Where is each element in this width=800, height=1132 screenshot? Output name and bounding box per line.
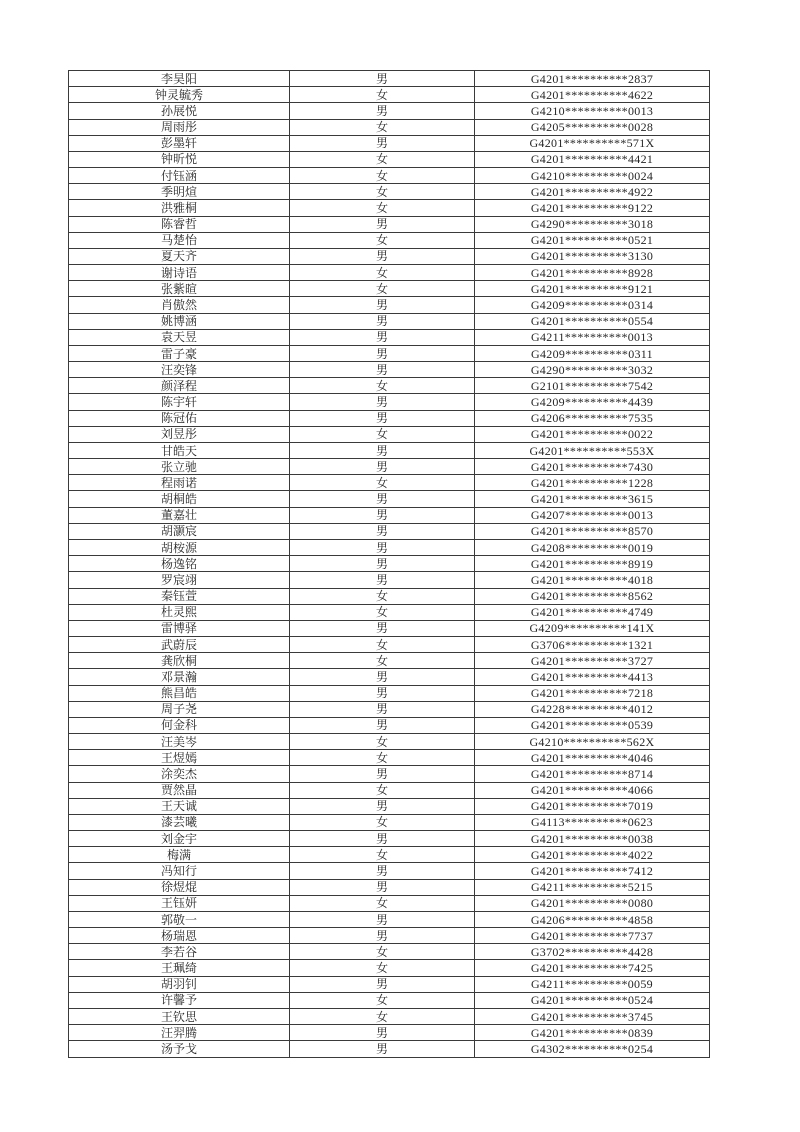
table-row	[69, 701, 710, 717]
name-cell: 龚欣桐	[69, 653, 290, 669]
gender-cell: 女	[290, 992, 475, 1008]
table-row	[69, 653, 710, 669]
id-number-cell: G4201**********0080	[475, 895, 710, 911]
name-cell: 刘金宇	[69, 831, 290, 847]
table-row	[69, 814, 710, 830]
id-number-cell: G4201**********8928	[475, 265, 710, 281]
id-number-cell: G4201**********0554	[475, 313, 710, 329]
id-number-cell: G4201**********4622	[475, 87, 710, 103]
id-number-cell: G4201**********9121	[475, 281, 710, 297]
table-row	[69, 539, 710, 555]
gender-cell: 男	[290, 297, 475, 313]
gender-cell: 女	[290, 637, 475, 653]
gender-cell: 男	[290, 766, 475, 782]
name-cell: 梅满	[69, 847, 290, 863]
id-number-cell: G4201**********9122	[475, 200, 710, 216]
name-cell: 王珮绮	[69, 960, 290, 976]
gender-cell: 女	[290, 960, 475, 976]
table-row	[69, 782, 710, 798]
gender-cell: 女	[290, 184, 475, 200]
name-cell: 杨瑞恩	[69, 928, 290, 944]
table-row	[69, 265, 710, 281]
table-row	[69, 831, 710, 847]
table-row	[69, 184, 710, 200]
gender-cell: 女	[290, 1008, 475, 1024]
id-number-cell: G4201**********4018	[475, 572, 710, 588]
table-row	[69, 135, 710, 151]
gender-cell: 男	[290, 523, 475, 539]
gender-cell: 女	[290, 604, 475, 620]
name-cell: 王天诚	[69, 798, 290, 814]
id-number-cell: G4201**********4749	[475, 604, 710, 620]
table-row	[69, 734, 710, 750]
gender-cell: 女	[290, 378, 475, 394]
name-cell: 程雨诺	[69, 475, 290, 491]
id-number-cell: G4302**********0254	[475, 1041, 710, 1058]
id-number-cell: G4201**********8570	[475, 523, 710, 539]
name-cell: 刘昱彤	[69, 426, 290, 442]
table-row	[69, 717, 710, 733]
id-number-cell: G4209**********141X	[475, 620, 710, 636]
name-cell: 胡桉源	[69, 539, 290, 555]
table-row	[69, 604, 710, 620]
gender-cell: 女	[290, 281, 475, 297]
id-number-cell: G4210**********562X	[475, 734, 710, 750]
table-row	[69, 620, 710, 636]
table-row	[69, 572, 710, 588]
id-number-cell: G4211**********0059	[475, 976, 710, 992]
gender-cell: 男	[290, 442, 475, 458]
table-row	[69, 1008, 710, 1024]
name-cell: 汤予戈	[69, 1041, 290, 1058]
gender-cell: 男	[290, 556, 475, 572]
gender-cell: 女	[290, 232, 475, 248]
id-number-cell: G4201**********1228	[475, 475, 710, 491]
table-row	[69, 523, 710, 539]
id-number-cell: G4201**********3727	[475, 653, 710, 669]
name-cell: 张紫暄	[69, 281, 290, 297]
table-row	[69, 491, 710, 507]
table-row	[69, 992, 710, 1008]
id-number-cell: G3702**********4428	[475, 944, 710, 960]
gender-cell: 男	[290, 976, 475, 992]
id-number-cell: G4206**********7535	[475, 410, 710, 426]
table-row	[69, 394, 710, 410]
name-cell: 杜灵熙	[69, 604, 290, 620]
name-cell: 夏天齐	[69, 248, 290, 264]
gender-cell: 男	[290, 1025, 475, 1041]
name-cell: 谢诗语	[69, 265, 290, 281]
id-number-cell: G4201**********3615	[475, 491, 710, 507]
name-cell: 胡灏宸	[69, 523, 290, 539]
table-row	[69, 798, 710, 814]
id-number-cell: G4201**********3130	[475, 248, 710, 264]
table-row	[69, 766, 710, 782]
table-row	[69, 863, 710, 879]
table-row	[69, 103, 710, 119]
name-cell: 汪美岑	[69, 734, 290, 750]
table-row	[69, 442, 710, 458]
gender-cell: 男	[290, 620, 475, 636]
gender-cell: 女	[290, 895, 475, 911]
name-cell: 秦钰萱	[69, 588, 290, 604]
table-row	[69, 151, 710, 167]
name-cell: 钟灵毓秀	[69, 87, 290, 103]
table-row	[69, 507, 710, 523]
name-cell: 杨逸铭	[69, 556, 290, 572]
name-cell: 董嘉壮	[69, 507, 290, 523]
gender-cell: 男	[290, 345, 475, 361]
name-cell: 贾然晶	[69, 782, 290, 798]
id-number-cell: G4201**********8562	[475, 588, 710, 604]
gender-cell: 男	[290, 669, 475, 685]
id-number-cell: G4201**********3745	[475, 1008, 710, 1024]
name-cell: 邓景瀚	[69, 669, 290, 685]
gender-cell: 女	[290, 119, 475, 135]
gender-cell: 男	[290, 103, 475, 119]
table-row	[69, 459, 710, 475]
id-number-cell: G2101**********7542	[475, 378, 710, 394]
table-row	[69, 378, 710, 394]
id-number-cell: G4113**********0623	[475, 814, 710, 830]
gender-cell: 男	[290, 539, 475, 555]
table-row	[69, 944, 710, 960]
table-row	[69, 685, 710, 701]
name-cell: 陈睿哲	[69, 216, 290, 232]
name-cell: 洪雅桐	[69, 200, 290, 216]
gender-cell: 女	[290, 588, 475, 604]
id-number-cell: G4210**********0013	[475, 103, 710, 119]
roster-table-body	[69, 71, 710, 1058]
table-row	[69, 976, 710, 992]
gender-cell: 男	[290, 572, 475, 588]
gender-cell: 女	[290, 750, 475, 766]
name-cell: 王煜嫣	[69, 750, 290, 766]
gender-cell: 女	[290, 265, 475, 281]
gender-cell: 男	[290, 71, 475, 87]
id-number-cell: G4209**********0314	[475, 297, 710, 313]
table-row	[69, 297, 710, 313]
gender-cell: 男	[290, 329, 475, 345]
id-number-cell: G4201**********7412	[475, 863, 710, 879]
id-number-cell: G4228**********4012	[475, 701, 710, 717]
gender-cell: 男	[290, 135, 475, 151]
gender-cell: 男	[290, 701, 475, 717]
id-number-cell: G4201**********4022	[475, 847, 710, 863]
name-cell: 雷博驿	[69, 620, 290, 636]
table-row	[69, 1025, 710, 1041]
name-cell: 袁天昱	[69, 329, 290, 345]
id-number-cell: G4201**********0524	[475, 992, 710, 1008]
gender-cell: 男	[290, 879, 475, 895]
name-cell: 甘皓天	[69, 442, 290, 458]
gender-cell: 男	[290, 1041, 475, 1058]
gender-cell: 男	[290, 911, 475, 927]
id-number-cell: G4201**********7425	[475, 960, 710, 976]
name-cell: 钟昕悦	[69, 151, 290, 167]
gender-cell: 男	[290, 459, 475, 475]
gender-cell: 女	[290, 653, 475, 669]
gender-cell: 女	[290, 944, 475, 960]
gender-cell: 男	[290, 410, 475, 426]
id-number-cell: G4290**********3018	[475, 216, 710, 232]
id-number-cell: G4201**********8919	[475, 556, 710, 572]
name-cell: 肖傲然	[69, 297, 290, 313]
table-row	[69, 588, 710, 604]
table-row	[69, 362, 710, 378]
id-number-cell: G4209**********0311	[475, 345, 710, 361]
id-number-cell: G4211**********5215	[475, 879, 710, 895]
name-cell: 徐煜焜	[69, 879, 290, 895]
gender-cell: 男	[290, 863, 475, 879]
gender-cell: 男	[290, 798, 475, 814]
table-row	[69, 119, 710, 135]
name-cell: 王钰妍	[69, 895, 290, 911]
table-row	[69, 410, 710, 426]
student-roster-table	[68, 70, 710, 1058]
id-number-cell: G4201**********4066	[475, 782, 710, 798]
name-cell: 胡羽钊	[69, 976, 290, 992]
id-number-cell: G4201**********0022	[475, 426, 710, 442]
table-row	[69, 232, 710, 248]
gender-cell: 男	[290, 362, 475, 378]
table-row	[69, 345, 710, 361]
gender-cell: 男	[290, 928, 475, 944]
table-row	[69, 475, 710, 491]
name-cell: 汪奕锋	[69, 362, 290, 378]
gender-cell: 男	[290, 248, 475, 264]
id-number-cell: G4210**********0024	[475, 168, 710, 184]
gender-cell: 男	[290, 717, 475, 733]
name-cell: 雷子豪	[69, 345, 290, 361]
name-cell: 许馨予	[69, 992, 290, 1008]
id-number-cell: G4209**********4439	[475, 394, 710, 410]
id-number-cell: G4201**********8714	[475, 766, 710, 782]
table-row	[69, 216, 710, 232]
gender-cell: 女	[290, 426, 475, 442]
name-cell: 周子尧	[69, 701, 290, 717]
name-cell: 胡桐皓	[69, 491, 290, 507]
id-number-cell: G4208**********0019	[475, 539, 710, 555]
name-cell: 陈宇轩	[69, 394, 290, 410]
gender-cell: 女	[290, 734, 475, 750]
id-number-cell: G4201**********7019	[475, 798, 710, 814]
name-cell: 周雨彤	[69, 119, 290, 135]
id-number-cell: G4206**********4858	[475, 911, 710, 927]
table-row	[69, 71, 710, 87]
gender-cell: 女	[290, 782, 475, 798]
id-number-cell: G4201**********7430	[475, 459, 710, 475]
name-cell: 熊昌皓	[69, 685, 290, 701]
name-cell: 彭墨轩	[69, 135, 290, 151]
id-number-cell: G4201**********4421	[475, 151, 710, 167]
name-cell: 马楚怡	[69, 232, 290, 248]
table-row	[69, 426, 710, 442]
id-number-cell: G4201**********571X	[475, 135, 710, 151]
table-row	[69, 637, 710, 653]
name-cell: 涂奕杰	[69, 766, 290, 782]
id-number-cell: G4201**********0521	[475, 232, 710, 248]
name-cell: 颜泽程	[69, 378, 290, 394]
table-row	[69, 248, 710, 264]
table-row	[69, 87, 710, 103]
name-cell: 李若谷	[69, 944, 290, 960]
gender-cell: 男	[290, 831, 475, 847]
id-number-cell: G4201**********7218	[475, 685, 710, 701]
name-cell: 何金科	[69, 717, 290, 733]
id-number-cell: G4201**********0539	[475, 717, 710, 733]
table-row	[69, 281, 710, 297]
id-number-cell: G4201**********553X	[475, 442, 710, 458]
id-number-cell: G4290**********3032	[475, 362, 710, 378]
name-cell: 武蔚辰	[69, 637, 290, 653]
id-number-cell: G4207**********0013	[475, 507, 710, 523]
gender-cell: 女	[290, 87, 475, 103]
gender-cell: 男	[290, 685, 475, 701]
id-number-cell: G4201**********2837	[475, 71, 710, 87]
name-cell: 郭敬一	[69, 911, 290, 927]
table-row	[69, 911, 710, 927]
name-cell: 王钦思	[69, 1008, 290, 1024]
id-number-cell: G4201**********7737	[475, 928, 710, 944]
gender-cell: 男	[290, 394, 475, 410]
gender-cell: 女	[290, 151, 475, 167]
table-row	[69, 200, 710, 216]
gender-cell: 女	[290, 814, 475, 830]
table-row	[69, 847, 710, 863]
name-cell: 姚博涵	[69, 313, 290, 329]
name-cell: 付钰涵	[69, 168, 290, 184]
table-row	[69, 669, 710, 685]
name-cell: 漆芸曦	[69, 814, 290, 830]
table-row	[69, 313, 710, 329]
table-row	[69, 329, 710, 345]
gender-cell: 男	[290, 491, 475, 507]
id-number-cell: G4201**********4922	[475, 184, 710, 200]
table-row	[69, 960, 710, 976]
name-cell: 季明煊	[69, 184, 290, 200]
gender-cell: 男	[290, 216, 475, 232]
id-number-cell: G4211**********0013	[475, 329, 710, 345]
name-cell: 冯知行	[69, 863, 290, 879]
gender-cell: 女	[290, 168, 475, 184]
table-row	[69, 928, 710, 944]
gender-cell: 女	[290, 847, 475, 863]
table-row	[69, 168, 710, 184]
gender-cell: 男	[290, 313, 475, 329]
table-row	[69, 879, 710, 895]
id-number-cell: G4201**********4413	[475, 669, 710, 685]
id-number-cell: G4201**********0038	[475, 831, 710, 847]
name-cell: 张立驰	[69, 459, 290, 475]
gender-cell: 男	[290, 507, 475, 523]
table-row	[69, 750, 710, 766]
name-cell: 李昊阳	[69, 71, 290, 87]
name-cell: 汪羿腾	[69, 1025, 290, 1041]
id-number-cell: G3706**********1321	[475, 637, 710, 653]
gender-cell: 女	[290, 475, 475, 491]
name-cell: 陈冠佑	[69, 410, 290, 426]
name-cell: 孙展悦	[69, 103, 290, 119]
id-number-cell: G4205**********0028	[475, 119, 710, 135]
gender-cell: 女	[290, 200, 475, 216]
table-row	[69, 1041, 710, 1058]
table-row	[69, 895, 710, 911]
name-cell: 罗宸翊	[69, 572, 290, 588]
id-number-cell: G4201**********0839	[475, 1025, 710, 1041]
id-number-cell: G4201**********4046	[475, 750, 710, 766]
table-row	[69, 556, 710, 572]
